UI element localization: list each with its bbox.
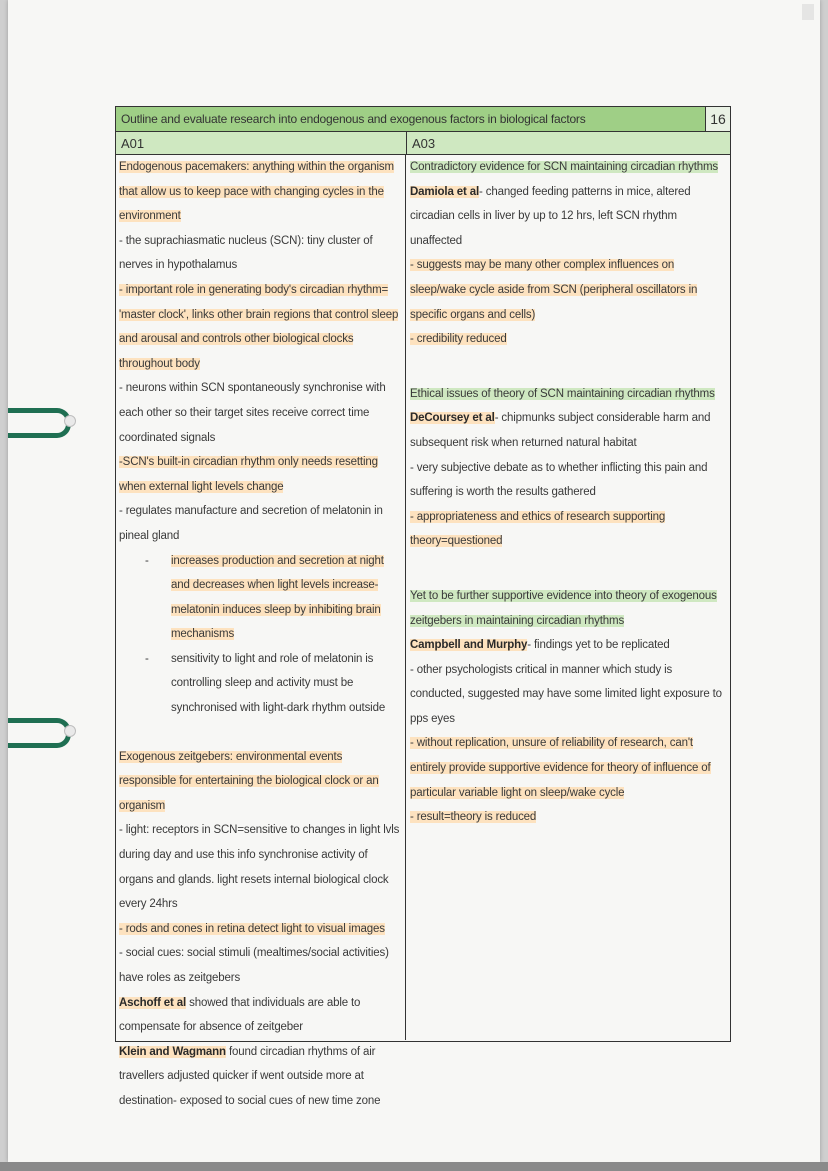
decoursey-study: DeCoursey et al- chipmunks subject considerable harm and subsequent risk when returned natural habitat: [410, 412, 711, 449]
binder-ring-lower: [8, 718, 71, 748]
binder-ring-upper: [8, 408, 71, 438]
exogenous-definition: Exogenous zeitgebers: environmental events responsible for entertaining the biological clock or an organism: [119, 750, 379, 812]
evaluation-heading-3: Yet to be further supportive evidence into theory of exogenous zeitgebers in maintaining circadian rhythms: [410, 589, 717, 627]
neurons-note: - neurons within SCN spontaneously synchronise with each other so their target sites receive correct time coordinated signals: [119, 382, 386, 444]
a03-column: [406, 155, 730, 1040]
endogenous-definition: Endogenous pacemakers: anything within the organism that allow us to keep pace with changing cycles in the environment: [119, 161, 394, 223]
campbell-murphy-study: Campbell and Murphy- findings yet to be replicated: [410, 639, 670, 652]
corner-tab: [802, 4, 814, 20]
social-cues-note: - social cues: social stimuli (mealtimes/social activities) have roles as zeitgebers: [119, 947, 389, 984]
aschoff-study: Aschoff et al showed that individuals are able to compensate for absence of zeitgeber: [119, 996, 361, 1034]
title-row: [116, 107, 730, 132]
evaluation-heading-2: Ethical issues of theory of SCN maintaining circadian rhythms: [410, 387, 715, 400]
essay-title: Outline and evaluate research into endogenous and exogenous factors in biological factors: [121, 112, 586, 126]
column-headers: [116, 132, 730, 155]
peripheral-oscillators-note: - suggests may be many other complex influences on sleep/wake cycle aside from SCN (peripheral oscillators in specific organs and cells): [410, 259, 698, 321]
master-clock-note: - important role in generating body's circadian rhythm= 'master clock', links other brain regions that control sleep and arousal and controls other biological clocks throughout body: [119, 283, 399, 370]
critical-psychologists-note: - other psychologists critical in manner which study is conducted, suggested may have some limited light exposure to pps eyes: [410, 663, 722, 725]
page-number: 16: [705, 107, 730, 131]
ethics-debate-note: - very subjective debate as to whether inflicting this pain and suffering is worth the results gathered: [410, 461, 708, 499]
resetting-note: -SCN's built-in circadian rhythm only needs resetting when external light levels change: [119, 456, 378, 493]
ethics-conclusion: - appropriateness and ethics of research supporting theory=questioned: [410, 510, 666, 548]
credibility-note: - credibility reduced: [410, 333, 507, 346]
melatonin-subpoint-2: - sensitivity to light and role of melatonin is controlling sleep and activity must be synchronised with light-dark rhythm outside: [119, 647, 402, 721]
melatonin-subpoint-1: - increases production and secretion at night and decreases when light levels increase- melatonin induces sleep by inhibiting brain mechanisms: [119, 549, 402, 647]
replication-note: - without replication, unsure of reliability of research, can't entirely provide supportive evidence for theory of influence of particular variable light on sleep/wake cycle: [410, 737, 711, 799]
evaluation-heading-1: Contradictory evidence for SCN maintaining circadian rhythms: [410, 161, 719, 173]
scn-note: - the suprachiasmatic nucleus (SCN): tiny cluster of nerves in hypothalamus: [119, 234, 373, 272]
klein-wagmann-study: Klein and Wagmann found circadian rhythms of air travellers adjusted quicker if went outside more at destination- exposed to social cues of new time zone: [119, 1045, 381, 1107]
header-a03: A03: [412, 135, 436, 151]
result-note: - result=theory is reduced: [410, 811, 537, 824]
damiola-study: Damiola et al- changed feeding patterns in mice, altered circadian cells in liver by up to 12 hrs, left SCN rhythm unaffected: [410, 185, 691, 247]
rods-cones-note: - rods and cones in retina detect light to visual images: [119, 922, 385, 935]
notes-table: [115, 106, 731, 1107]
a01-column: [116, 155, 406, 1107]
notes-body: [116, 155, 730, 1107]
melatonin-note: - regulates manufacture and secretion of melatonin in pineal gland: [119, 505, 383, 542]
light-note: - light: receptors in SCN=sensitive to changes in light lvls during day and use this info synchronise activity of organs and glands. light resets internal biological clock every 24hrs: [119, 824, 400, 911]
header-a01: A01: [116, 132, 407, 154]
page-edge: [0, 1162, 828, 1171]
